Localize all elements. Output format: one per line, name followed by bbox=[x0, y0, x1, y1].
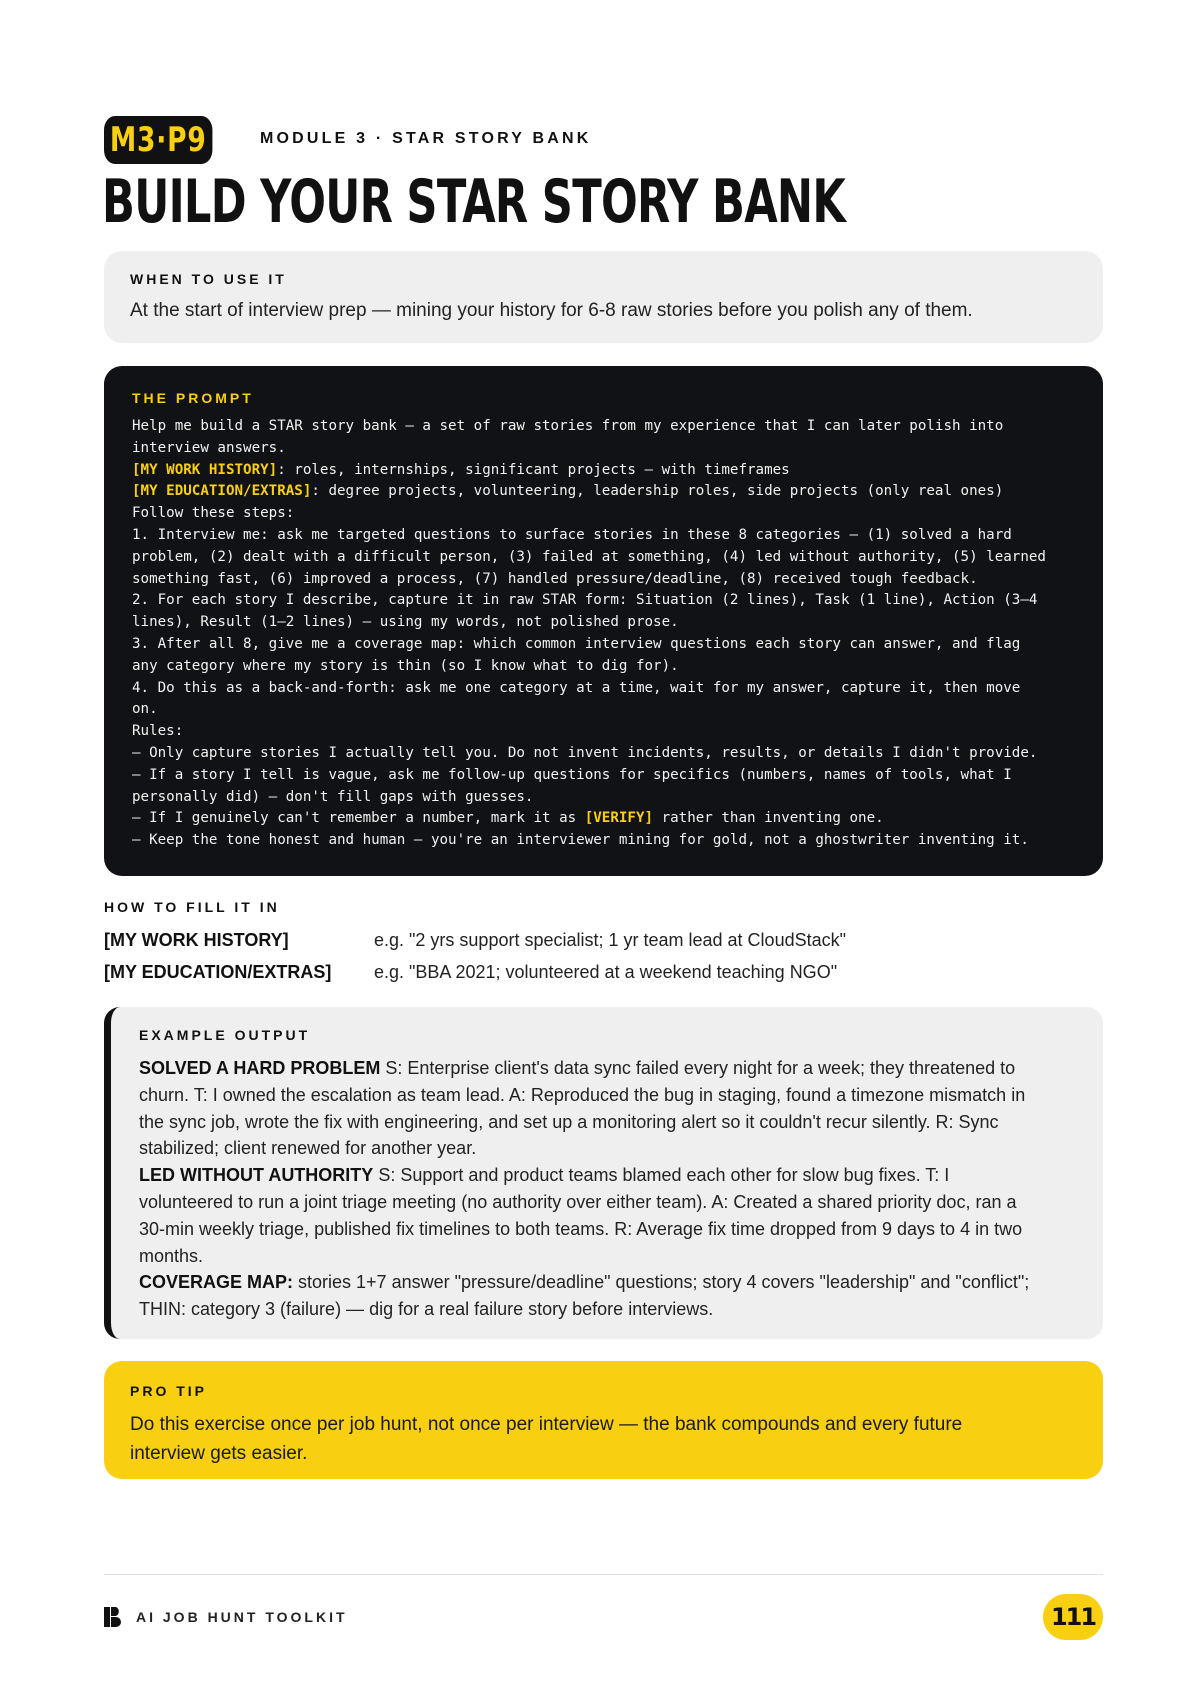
prompt-text[interactable] bbox=[132, 416, 1075, 852]
placeholder-token: [MY EDUCATION/EXTRAS] bbox=[132, 483, 312, 500]
example-text: stories 1+7 answer "pressure/deadline" questions; story 4 covers "leadership" and "conflict"; bbox=[293, 1272, 1030, 1293]
when-to-use-text: At the start of interview prep — mining your history for 6-8 raw stories before you polish any of them. bbox=[130, 300, 973, 321]
page-number-badge: 111 bbox=[1043, 1594, 1103, 1640]
example-line bbox=[139, 1055, 1077, 1082]
example-line bbox=[139, 1269, 1077, 1296]
prompt-line: problem, (2) dealt with a difficult person, (3) failed at something, (4) led without authority, (5) learned bbox=[132, 548, 1046, 565]
pro-tip-label: PRO TIP bbox=[130, 1383, 208, 1399]
header bbox=[104, 116, 592, 164]
prompt-panel bbox=[104, 366, 1103, 876]
prompt-line: lines), Result (1–2 lines) – using my words, not polished prose. bbox=[132, 614, 679, 631]
example-text: S: Support and product teams blamed each other for slow bug fixes. T: I bbox=[373, 1165, 950, 1186]
example-text: the sync job, wrote the fix with engineering, and set up a monitoring alert so it couldn't recur silently. R: Sync bbox=[139, 1111, 999, 1132]
when-to-use-label: WHEN TO USE IT bbox=[130, 271, 287, 287]
fill-value: e.g. "2 yrs support specialist; 1 yr team lead at CloudStack" bbox=[374, 930, 846, 950]
example-line bbox=[139, 1296, 1077, 1323]
how-to-fill-label: HOW TO FILL IT IN bbox=[104, 899, 280, 915]
example-heading: COVERAGE MAP: bbox=[139, 1272, 294, 1293]
example-text: stabilized; client renewed for another year. bbox=[139, 1138, 477, 1159]
example-text: S: Enterprise client's data sync failed every night for a week; they threatened to bbox=[380, 1058, 1016, 1078]
example-output-text bbox=[139, 1055, 1077, 1323]
pro-tip-panel bbox=[104, 1361, 1103, 1479]
prompt-line: Rules: bbox=[132, 723, 184, 740]
prompt-line: – If a story I tell is vague, ask me follow-up questions for specifics (numbers, names of tools, what I bbox=[132, 766, 1012, 783]
pro-tip-line: Do this exercise once per job hunt, not once per interview — the bank compounds and every future bbox=[130, 1414, 963, 1435]
prompt-line: – Only capture stories I actually tell you. Do not invent incidents, results, or details I didn't provide. bbox=[132, 744, 1038, 761]
footer-label: AI JOB HUNT TOOLKIT bbox=[136, 1609, 348, 1625]
module-badge: M3·P9 bbox=[104, 116, 212, 164]
when-to-use-panel bbox=[104, 251, 1103, 343]
fill-key: [MY EDUCATION/EXTRAS] bbox=[104, 962, 332, 982]
placeholder-token: [VERIFY] bbox=[584, 810, 654, 827]
example-text: volunteered to run a joint triage meeting (no authority over either team). A: Created a shared priority doc, ran a bbox=[139, 1191, 1017, 1212]
prompt-line: interview answers. bbox=[132, 439, 286, 456]
module-label: MODULE 3 · STAR STORY BANK bbox=[260, 130, 592, 147]
example-text: 30-min weekly triage, published fix timelines to both teams. R: Average fix time dropped from 9 days to 4 in two bbox=[139, 1218, 1023, 1239]
prompt-line: [MY WORK HISTORY]: roles, internships, significant projects – with timeframes bbox=[132, 461, 790, 478]
example-output-panel bbox=[104, 1007, 1103, 1339]
fill-value: e.g. "BBA 2021; volunteered at a weekend teaching NGO" bbox=[374, 962, 838, 982]
example-heading: LED WITHOUT AUTHORITY bbox=[139, 1165, 374, 1186]
prompt-line: 4. Do this as a back-and-forth: ask me one category at a time, wait for my answer, capture it, then move bbox=[132, 679, 1021, 696]
prompt-label: THE PROMPT bbox=[132, 390, 254, 406]
prompt-line: on. bbox=[132, 701, 158, 718]
example-text: months. bbox=[139, 1245, 204, 1266]
footer-divider bbox=[104, 1574, 1103, 1575]
prompt-line: 3. After all 8, give me a coverage map: which common interview questions each story can answer, and flag bbox=[132, 635, 1021, 652]
pro-tip-text bbox=[130, 1410, 1077, 1468]
example-heading: SOLVED A HARD PROBLEM bbox=[139, 1058, 381, 1078]
prompt-line: – Keep the tone honest and human – you're an interviewer mining for gold, not a ghostwriter inventing it. bbox=[132, 832, 1029, 849]
example-line bbox=[139, 1162, 1077, 1189]
example-line bbox=[139, 1109, 1077, 1136]
prompt-line: personally did) – don't fill gaps with guesses. bbox=[132, 788, 534, 805]
example-line bbox=[139, 1135, 1077, 1162]
book-logo-icon bbox=[104, 1607, 122, 1627]
prompt-line: Follow these steps: bbox=[132, 505, 295, 522]
prompt-line: 2. For each story I describe, capture it in raw STAR form: Situation (2 lines), Task (1 line), Action (3–4 bbox=[132, 592, 1038, 609]
placeholder-token: [MY WORK HISTORY] bbox=[132, 461, 278, 478]
prompt-line: 1. Interview me: ask me targeted questions to surface stories in these 8 categories – (1) solved a hard bbox=[132, 526, 1012, 543]
prompt-line: – If I genuinely can't remember a number, mark it as [VERIFY] rather than inventing one. bbox=[132, 810, 884, 827]
example-line bbox=[139, 1243, 1077, 1270]
prompt-line: any category where my story is thin (so I know what to dig for). bbox=[132, 657, 679, 674]
fill-key: [MY WORK HISTORY] bbox=[104, 930, 289, 950]
page-title: BUILD YOUR STAR STORY BANK bbox=[102, 167, 846, 237]
prompt-line: something fast, (6) improved a process, (7) handled pressure/deadline, (8) received tough feedback. bbox=[132, 570, 978, 587]
example-text: THIN: category 3 (failure) — dig for a real failure story before interviews. bbox=[139, 1299, 714, 1320]
pro-tip-line: interview gets easier. bbox=[130, 1443, 308, 1464]
example-output-label: EXAMPLE OUTPUT bbox=[139, 1027, 311, 1043]
prompt-line: [MY EDUCATION/EXTRAS]: degree projects, volunteering, leadership roles, side projects (only real ones) bbox=[132, 483, 1004, 500]
example-line bbox=[139, 1189, 1077, 1216]
prompt-line: Help me build a STAR story bank – a set of raw stories from my experience that I can later polish into bbox=[132, 418, 1004, 434]
example-line bbox=[139, 1216, 1077, 1243]
example-line bbox=[139, 1082, 1077, 1109]
example-text: churn. T: I owned the escalation as team lead. A: Reproduced the bug in staging, found a timezone mismatch in bbox=[139, 1084, 1026, 1105]
